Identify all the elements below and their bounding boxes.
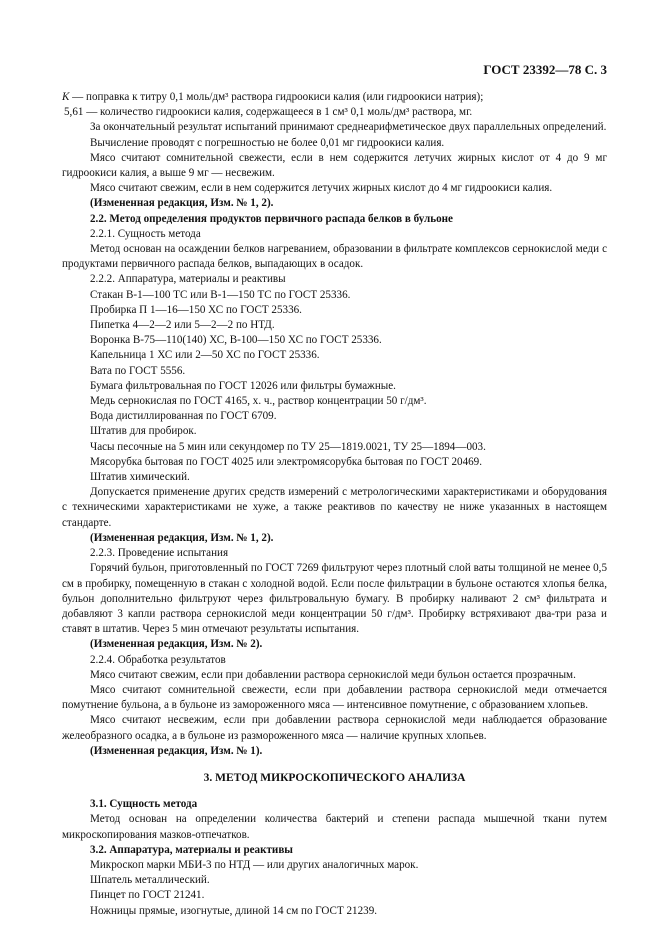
list-item: Пипетка 4—2—2 или 5—2—2 по НТД. <box>90 319 275 332</box>
list-item: Шпатель металлический. <box>90 874 210 887</box>
amendment-note: (Измененная редакция, Изм. № 1). <box>90 744 263 757</box>
amendment-note: (Измененная редакция, Изм. № 1, 2). <box>90 197 274 210</box>
paragraph: Мясо считают свежим, если при добавлении раствора сернокислой меди бульон остается прозрачным. <box>90 668 576 681</box>
paragraph: Вычисление проводят с погрешностью не более 0,01 мг гидроокиси калия. <box>90 136 445 149</box>
paragraph: Метод основан на осаждении белков нагреванием, образовании в фильтрате комплексов сернокислой меди с продуктами первичного распада белков, выпадающих в осадок. <box>62 243 607 271</box>
section-heading-2-2: 2.2. Метод определения продуктов первичного распада белков в бульоне <box>90 212 453 225</box>
paragraph: Горячий бульон, приготовленный по ГОСТ 7269 фильтруют через плотный слой ваты толщиной не менее 0,5 см в пробирку, помещенную в стакан с холодной водой. Если после фильтрации в бульоне остаются хлопья белка, бульон дополнительно фильтруют через фильтровальную бумагу. В пробирку наливают 2 см³ фильтрата и добавляют 3 капли раствора сернокислой меди концентрации 50 г/дм³. Пробирку встряхивают два-три раза и ставят в штатив. Через 5 мин отмечают результаты испытания. <box>62 562 607 636</box>
subsection-heading: 2.2.3. Проведение испытания <box>90 547 229 560</box>
list-item: Пробирка П 1—16—150 ХС по ГОСТ 25336. <box>90 303 302 316</box>
def-k-text: — поправка к титру 0,1 моль/дм³ раствора гидроокиси калия (или гидроокиси натрия); <box>69 91 484 103</box>
subsection-heading-3-1: 3.1. Сущность метода <box>90 798 198 811</box>
paragraph: Мясо считают свежим, если в нем содержится летучих жирных кислот до 4 мг гидроокиси калия. <box>90 182 553 195</box>
list-item: Микроскоп марки МБИ-3 по НТД — или других аналогичных марок. <box>90 858 419 871</box>
subsection-heading: 2.2.4. Обработка результатов <box>90 653 226 666</box>
list-item: Медь сернокислая по ГОСТ 4165, х. ч., раствор концентрации 50 г/дм³. <box>90 395 427 408</box>
list-item: Воронка В-75—110(140) ХС, В-100—150 ХС по ГОСТ 25336. <box>90 334 382 347</box>
paragraph: Мясо считают сомнительной свежести, если в нем содержится летучих жирных кислот от 4 до 9 мг гидроокиси калия, а выше 9 мг — несвежим. <box>62 151 607 180</box>
list-item: Мясорубка бытовая по ГОСТ 4025 или электромясорубка бытовая по ГОСТ 20469. <box>90 455 483 468</box>
amendment-note: (Измененная редакция, Изм. № 2). <box>90 638 263 651</box>
paragraph: Мясо считают несвежим, если при добавлении раствора сернокислой меди наблюдается образование желеобразного осадка, а в бульоне из размороженного мяса — наличие крупных хлопьев. <box>62 714 607 742</box>
section-heading-3: 3. МЕТОД МИКРОСКОПИЧЕСКОГО АНАЛИЗА <box>203 771 466 784</box>
list-item: Стакан В-1—100 ТС или В-1—150 ТС по ГОСТ 25336. <box>90 288 351 301</box>
paragraph: Метод основан на определении количества бактерий и степени распада мышечной ткани путем микроскопирования мазков-отпечатков. <box>62 813 607 841</box>
var-k: K <box>62 91 70 103</box>
list-item: Штатив для пробирок. <box>90 425 197 438</box>
list-item: Часы песочные на 5 мин или секундомер по ТУ 25—1819.0021, ТУ 25—1894—003. <box>90 440 486 453</box>
equipment-list <box>62 288 607 486</box>
list-item: Вата по ГОСТ 5556. <box>90 364 186 377</box>
paragraph: Допускается применение других средств измерений с метрологическими характеристиками и оборудования с техническими характеристиками не хуже, а также реактивов по качеству не ниже указанных в настоящем стандарте. <box>62 486 607 529</box>
subsection-heading-3-2: 3.2. Аппаратура, материалы и реактивы <box>90 843 293 856</box>
paragraph: Мясо считают сомнительной свежести, если при добавлении раствора сернокислой меди отмечается помутнение бульона, а в бульоне из замороженного мяса — интенсивное помутнение, с образованием хлопьев. <box>62 683 607 712</box>
formula-definition-561: 5,61 — количество гидроокиси калия, содержащееся в 1 см³ 0,1 моль/дм³ раствора, мг. <box>64 106 473 119</box>
list-item: Ножницы прямые, изогнутые, длиной 14 см по ГОСТ 21239. <box>90 904 378 917</box>
amendment-note: (Измененная редакция, Изм. № 1, 2). <box>90 531 274 544</box>
equipment-list-2 <box>62 858 607 919</box>
list-item: Штатив химический. <box>90 471 190 484</box>
page-header: ГОСТ 23392—78 С. 3 <box>483 62 607 77</box>
list-item: Капельница 1 ХС или 2—50 ХС по ГОСТ 25336. <box>90 349 320 362</box>
document-body <box>62 90 607 919</box>
formula-definition-k <box>62 90 607 105</box>
list-item: Бумага фильтровальная по ГОСТ 12026 или фильтры бумажные. <box>90 379 396 392</box>
paragraph: За окончательный результат испытаний принимают среднеарифметическое двух параллельных определений. <box>90 121 607 134</box>
subsection-heading: 2.2.2. Аппаратура, материалы и реактивы <box>90 273 286 286</box>
list-item: Пинцет по ГОСТ 21241. <box>90 889 205 902</box>
list-item: Вода дистиллированная по ГОСТ 6709. <box>90 410 277 423</box>
subsection-heading: 2.2.1. Сущность метода <box>90 227 201 240</box>
